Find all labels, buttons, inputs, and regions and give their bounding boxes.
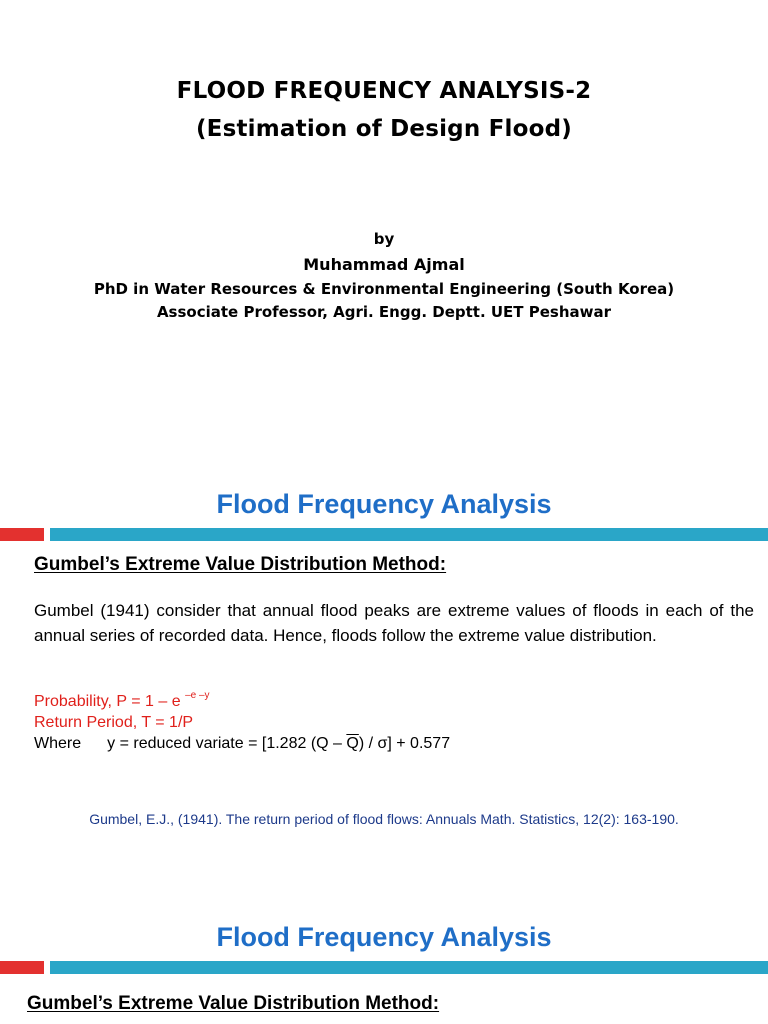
- probability-exponent: –e –y: [185, 690, 210, 701]
- reference-citation: Gumbel, E.J., (1941). The return period of flood flows: Annuals Math. Statistics, 12(2): 163-190.: [89, 811, 679, 827]
- gumbel-description: Gumbel (1941) consider that annual flood peaks are extreme values of floods in each of the annual series of recorded data. Hence, floods follow the extreme value distribution.: [34, 601, 754, 645]
- reduced-variate-prefix: y = reduced variate = [1.282 (Q –: [107, 735, 347, 752]
- mean-flow-symbol: $\overline{Q}$: [346, 735, 359, 752]
- reduced-variate-suffix: ) / σ] + 0.577: [358, 735, 451, 752]
- author-name: Muhammad Ajmal: [303, 255, 465, 274]
- reduced-variate-formula: [34, 733, 450, 754]
- where-label: Where: [34, 735, 82, 752]
- method-subheading: Gumbel’s Extreme Value Distribution Method:: [27, 993, 440, 1014]
- slide-heading: Flood Frequency Analysis: [216, 922, 552, 952]
- probability-formula-text: Probability, P = 1 – e: [34, 693, 181, 710]
- accent-bar-blue: [50, 961, 768, 974]
- slide-heading: Flood Frequency Analysis: [216, 489, 552, 519]
- accent-bar-red: [0, 528, 44, 541]
- presentation-subtitle: (Estimation of Design Flood): [195, 116, 573, 142]
- author-credential-degree: PhD in Water Resources & Environmental Engineering (South Korea): [93, 280, 675, 298]
- presentation-title: FLOOD FREQUENCY ANALYSIS-2: [176, 78, 592, 104]
- by-label: by: [373, 230, 395, 248]
- return-period-formula: Return Period, T = 1/P: [34, 714, 194, 731]
- accent-bar-blue: [50, 528, 768, 541]
- probability-formula: [34, 691, 210, 714]
- method-subheading: Gumbel’s Extreme Value Distribution Method:: [34, 554, 447, 575]
- author-credential-position: Associate Professor, Agri. Engg. Deptt. UET Peshawar: [156, 303, 612, 321]
- accent-bar-red: [0, 961, 44, 974]
